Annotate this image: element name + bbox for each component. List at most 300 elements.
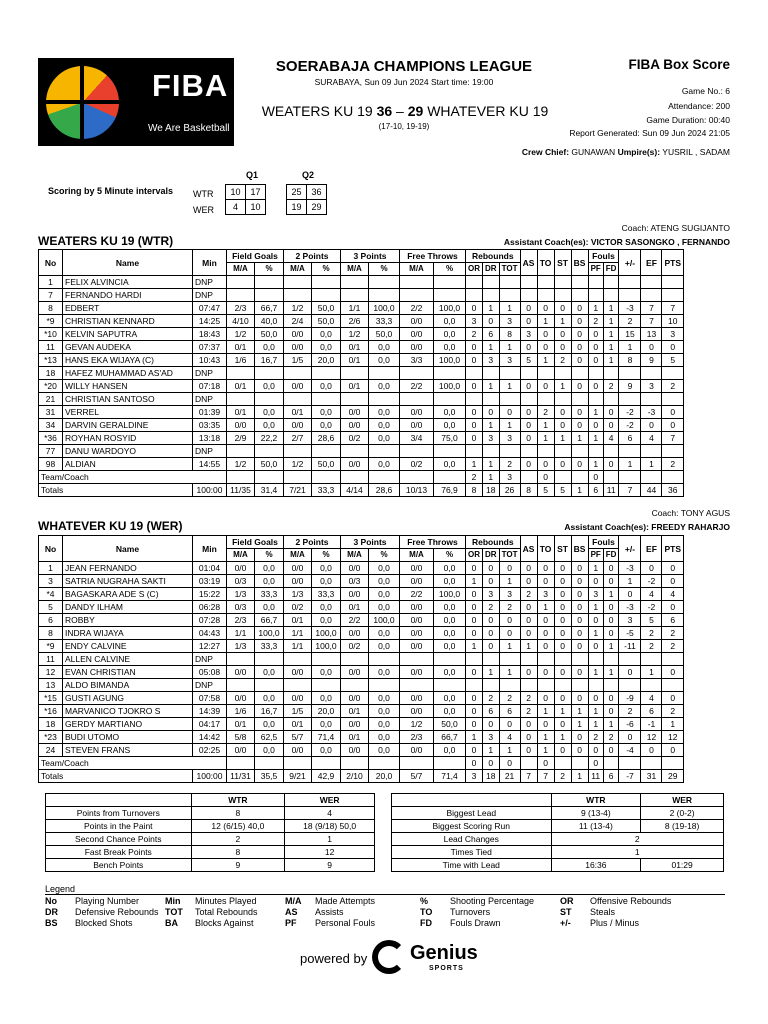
player-row bbox=[39, 744, 684, 757]
col-header: No bbox=[39, 536, 63, 562]
team1-boxscore bbox=[38, 249, 684, 497]
col-header: EF bbox=[641, 536, 662, 562]
empty-cell bbox=[434, 445, 466, 458]
stat-cell: 1/6 bbox=[227, 705, 255, 718]
stat-cell: 0 bbox=[571, 458, 588, 471]
summary-value: 12 bbox=[285, 846, 375, 859]
stat-cell: 0 bbox=[537, 640, 554, 653]
stat-cell: 4 bbox=[662, 588, 684, 601]
col-subheader: % bbox=[255, 263, 284, 276]
legend-desc: Fouls Drawn bbox=[450, 918, 501, 928]
player-row bbox=[39, 666, 684, 679]
total-cell: 1 bbox=[571, 484, 588, 497]
empty-cell bbox=[227, 367, 255, 380]
player-row bbox=[39, 575, 684, 588]
stat-cell: 0 bbox=[662, 562, 684, 575]
stat-cell: 0,0 bbox=[434, 406, 466, 419]
stat-cell: -4 bbox=[619, 744, 641, 757]
stat-cell: 100,0 bbox=[434, 380, 466, 393]
stat-cell: 0 bbox=[571, 614, 588, 627]
stat-cell: 3 bbox=[499, 354, 520, 367]
stat-cell: 0,0 bbox=[434, 419, 466, 432]
summary-value: 18 (9/18) 50,0 bbox=[285, 820, 375, 833]
player-name: GEVAN AUDEKA bbox=[63, 341, 193, 354]
stat-cell: 0 bbox=[537, 458, 554, 471]
away-score: 29 bbox=[407, 103, 424, 119]
stat-cell: 0 bbox=[662, 601, 684, 614]
legend-key: AS bbox=[285, 907, 298, 917]
col-header: Rebounds bbox=[466, 250, 521, 263]
empty-cell bbox=[641, 276, 662, 289]
empty-cell bbox=[662, 679, 684, 692]
stat-cell: 0,0 bbox=[369, 562, 400, 575]
empty-cell bbox=[641, 653, 662, 666]
stat-cell: 0 bbox=[603, 575, 619, 588]
stat-cell: 0,0 bbox=[312, 380, 341, 393]
empty-cell bbox=[255, 757, 284, 770]
player-row bbox=[39, 653, 684, 666]
empty-cell bbox=[312, 679, 341, 692]
legend-divider bbox=[45, 894, 725, 895]
stat-cell: 1 bbox=[554, 315, 571, 328]
stat-cell: 1 bbox=[483, 666, 500, 679]
stat-cell: 0 bbox=[537, 692, 554, 705]
stat-cell: 0 bbox=[603, 458, 619, 471]
stat-cell: 4 bbox=[641, 692, 662, 705]
empty-cell bbox=[400, 445, 434, 458]
stat-cell: 3/3 bbox=[400, 354, 434, 367]
col-header: Rebounds bbox=[466, 536, 521, 549]
stat-cell: 0 bbox=[537, 302, 554, 315]
empty-cell bbox=[434, 393, 466, 406]
empty-cell bbox=[483, 653, 500, 666]
empty-cell bbox=[537, 393, 554, 406]
stat-cell bbox=[520, 757, 537, 770]
empty-cell bbox=[466, 679, 483, 692]
stat-cell: 0,0 bbox=[434, 562, 466, 575]
stat-cell: 0 bbox=[554, 692, 571, 705]
stat-cell: 0 bbox=[588, 354, 603, 367]
stat-cell: 0/0 bbox=[284, 666, 312, 679]
empty-cell bbox=[571, 289, 588, 302]
stat-cell: 0 bbox=[571, 731, 588, 744]
fiba-wordmark: FIBA bbox=[152, 68, 229, 103]
stat-cell: 0/0 bbox=[341, 627, 369, 640]
player-name: BAGASKARA ADE S (C) bbox=[63, 588, 193, 601]
scoring-row bbox=[226, 200, 266, 215]
legend-desc: Minutes Played bbox=[195, 896, 257, 906]
stat-cell: 1 bbox=[588, 601, 603, 614]
score-cell: 19 bbox=[287, 200, 307, 215]
stat-cell: 75,0 bbox=[434, 432, 466, 445]
stat-cell: 0/0 bbox=[227, 419, 255, 432]
stat-cell: 0,0 bbox=[255, 406, 284, 419]
stat-cell: 8 bbox=[39, 627, 63, 640]
stat-cell: 1 bbox=[588, 302, 603, 315]
stat-cell: 3 bbox=[499, 315, 520, 328]
total-cell: 5 bbox=[537, 484, 554, 497]
col-subheader: FD bbox=[603, 549, 619, 562]
total-cell: 7 bbox=[619, 484, 641, 497]
total-cell: 26 bbox=[499, 484, 520, 497]
summary-value: 11 (13-4) bbox=[551, 820, 641, 833]
stat-cell: 28,6 bbox=[312, 432, 341, 445]
stat-cell: 0 bbox=[466, 562, 483, 575]
stat-cell: 2 bbox=[641, 627, 662, 640]
stat-cell: 0/0 bbox=[341, 666, 369, 679]
empty-cell bbox=[662, 289, 684, 302]
stat-cell: 0 bbox=[466, 406, 483, 419]
total-cell: 35,5 bbox=[255, 770, 284, 783]
player-row bbox=[39, 393, 684, 406]
empty-cell bbox=[312, 445, 341, 458]
stat-cell: -3 bbox=[619, 562, 641, 575]
stat-cell: 0 bbox=[554, 328, 571, 341]
player-row bbox=[39, 432, 684, 445]
scoring-grid-q2 bbox=[286, 184, 327, 215]
stat-cell: 100,0 bbox=[369, 614, 400, 627]
total-cell: 11/35 bbox=[227, 484, 255, 497]
player-row bbox=[39, 718, 684, 731]
legend-key: % bbox=[420, 896, 429, 906]
empty-cell bbox=[466, 445, 483, 458]
col-subheader: OR bbox=[466, 549, 483, 562]
stat-cell: 100,0 bbox=[434, 354, 466, 367]
col-subheader: M/A bbox=[227, 549, 255, 562]
venue-line: SURABAYA, Sun 09 Jun 2024 Start time: 19:00 bbox=[314, 77, 494, 87]
col-header: TO bbox=[537, 536, 554, 562]
stat-cell: 0,0 bbox=[369, 406, 400, 419]
player-name: ENDY CALVINE bbox=[63, 640, 193, 653]
col-subheader: M/A bbox=[400, 263, 434, 276]
stat-cell: 1 bbox=[641, 458, 662, 471]
stat-cell: 1 bbox=[554, 731, 571, 744]
team-coach-label: Team/Coach bbox=[39, 471, 227, 484]
stat-cell: 1 bbox=[588, 718, 603, 731]
col-header: WER bbox=[285, 794, 375, 807]
empty-cell bbox=[227, 289, 255, 302]
stat-cell: *36 bbox=[39, 432, 63, 445]
stat-cell: 2 bbox=[662, 380, 684, 393]
stat-cell: 2/7 bbox=[284, 432, 312, 445]
empty-cell bbox=[466, 276, 483, 289]
empty-cell bbox=[392, 794, 552, 807]
stat-cell: 1 bbox=[588, 627, 603, 640]
stat-cell: 0 bbox=[466, 614, 483, 627]
stat-cell: 0 bbox=[588, 614, 603, 627]
stat-cell: 05:08 bbox=[193, 666, 227, 679]
player-row bbox=[39, 601, 684, 614]
stat-cell: 13 bbox=[641, 328, 662, 341]
stat-cell: 0 bbox=[554, 302, 571, 315]
empty-cell bbox=[520, 276, 537, 289]
stat-cell: 1/1 bbox=[227, 627, 255, 640]
stat-cell: 1 bbox=[588, 406, 603, 419]
col-header: Field Goals bbox=[227, 250, 284, 263]
empty-cell bbox=[662, 276, 684, 289]
total-cell: 31,4 bbox=[255, 484, 284, 497]
col-subheader: % bbox=[369, 549, 400, 562]
stat-cell: 0,0 bbox=[255, 575, 284, 588]
stat-cell bbox=[554, 471, 571, 484]
stat-cell: 1 bbox=[39, 276, 63, 289]
empty-cell bbox=[619, 757, 641, 770]
total-cell: 11 bbox=[603, 484, 619, 497]
empty-cell bbox=[520, 367, 537, 380]
stat-cell: 1/6 bbox=[227, 354, 255, 367]
player-row bbox=[39, 679, 684, 692]
summary-label: Points from Turnovers bbox=[46, 807, 192, 820]
col-header: AS bbox=[520, 250, 537, 276]
stat-cell: 07:47 bbox=[193, 302, 227, 315]
stat-cell: 0 bbox=[499, 406, 520, 419]
col-header: Free Throws bbox=[400, 536, 466, 549]
stat-cell: 0 bbox=[466, 627, 483, 640]
stat-cell: 0 bbox=[571, 406, 588, 419]
empty-cell bbox=[369, 471, 400, 484]
stat-cell: 1 bbox=[571, 718, 588, 731]
stat-cell: 0,0 bbox=[434, 627, 466, 640]
stat-cell: 14:55 bbox=[193, 458, 227, 471]
empty-cell bbox=[369, 367, 400, 380]
empty-cell bbox=[434, 276, 466, 289]
stat-cell: 07:28 bbox=[193, 614, 227, 627]
empty-cell bbox=[603, 276, 619, 289]
player-row bbox=[39, 731, 684, 744]
player-row bbox=[39, 627, 684, 640]
stat-cell: 0 bbox=[571, 588, 588, 601]
stat-cell: 0,0 bbox=[312, 341, 341, 354]
empty-cell bbox=[554, 653, 571, 666]
total-cell: 7 bbox=[537, 770, 554, 783]
empty-cell bbox=[641, 679, 662, 692]
stat-cell: 0,0 bbox=[369, 744, 400, 757]
game-no: Game No.: 6 bbox=[681, 86, 730, 96]
summary-label: Lead Changes bbox=[392, 833, 552, 846]
stat-cell: 2 bbox=[588, 315, 603, 328]
stat-cell: 0 bbox=[537, 562, 554, 575]
stat-cell: 0 bbox=[554, 601, 571, 614]
stat-cell: 21 bbox=[39, 393, 63, 406]
summary-value: 12 (6/15) 40,0 bbox=[191, 820, 285, 833]
fiba-logo bbox=[38, 58, 234, 146]
stat-cell: 0 bbox=[603, 614, 619, 627]
empty-cell bbox=[227, 653, 255, 666]
stat-cell: 3 bbox=[499, 471, 520, 484]
player-row bbox=[39, 276, 684, 289]
stat-cell: 6 bbox=[483, 705, 500, 718]
total-cell: 29 bbox=[662, 770, 684, 783]
stat-cell: 0 bbox=[619, 731, 641, 744]
empty-cell bbox=[312, 276, 341, 289]
total-cell: 20,0 bbox=[369, 770, 400, 783]
empty-cell bbox=[312, 653, 341, 666]
stat-cell: 1 bbox=[466, 575, 483, 588]
stat-cell: *16 bbox=[39, 705, 63, 718]
empty-cell bbox=[520, 289, 537, 302]
empty-cell bbox=[312, 757, 341, 770]
quarter-scores: (17-10, 19-19) bbox=[378, 122, 430, 131]
stat-cell: 0,0 bbox=[369, 731, 400, 744]
stat-cell: 0,0 bbox=[369, 380, 400, 393]
stat-cell: 1 bbox=[483, 302, 500, 315]
stat-cell: 1 bbox=[499, 419, 520, 432]
empty-cell bbox=[619, 289, 641, 302]
crew-label: Crew Chief: bbox=[521, 147, 570, 157]
empty-cell bbox=[483, 276, 500, 289]
stat-cell: 1 bbox=[537, 705, 554, 718]
stat-cell: 0,0 bbox=[255, 718, 284, 731]
stat-cell: 0/0 bbox=[341, 562, 369, 575]
empty-cell bbox=[284, 367, 312, 380]
legend-key: FD bbox=[420, 918, 432, 928]
total-cell: 6 bbox=[588, 484, 603, 497]
stat-cell: 0 bbox=[588, 640, 603, 653]
stat-cell: 34 bbox=[39, 419, 63, 432]
stat-cell: 6 bbox=[641, 705, 662, 718]
total-cell: 10/13 bbox=[400, 484, 434, 497]
empty-cell bbox=[369, 679, 400, 692]
stat-cell: 0,0 bbox=[312, 718, 341, 731]
empty-cell bbox=[369, 393, 400, 406]
stat-cell: 0/0 bbox=[341, 588, 369, 601]
empty-cell bbox=[434, 289, 466, 302]
stat-cell: 100,0 bbox=[369, 302, 400, 315]
stat-cell: 0/1 bbox=[284, 614, 312, 627]
stat-cell: 0/0 bbox=[284, 744, 312, 757]
stat-cell bbox=[571, 757, 588, 770]
stat-cell: 0/2 bbox=[400, 458, 434, 471]
legend-key: BA bbox=[165, 918, 178, 928]
col-header: 2 Points bbox=[284, 250, 341, 263]
empty-cell bbox=[434, 679, 466, 692]
stat-cell: 66,7 bbox=[255, 302, 284, 315]
stat-cell: 0/3 bbox=[227, 575, 255, 588]
summary-row bbox=[392, 820, 724, 833]
stat-cell: 1 bbox=[554, 432, 571, 445]
empty-cell bbox=[554, 276, 571, 289]
stat-cell: 0/0 bbox=[400, 627, 434, 640]
stat-cell: *15 bbox=[39, 692, 63, 705]
stat-cell: 04:43 bbox=[193, 627, 227, 640]
player-name: DANDY ILHAM bbox=[63, 601, 193, 614]
empty-cell bbox=[520, 393, 537, 406]
stat-cell: 0 bbox=[571, 666, 588, 679]
stat-cell: 0/0 bbox=[400, 575, 434, 588]
empty-cell bbox=[603, 679, 619, 692]
stat-cell: 1 bbox=[603, 588, 619, 601]
stat-cell: 1 bbox=[537, 432, 554, 445]
empty-cell bbox=[571, 445, 588, 458]
stat-cell: 6 bbox=[662, 614, 684, 627]
stat-cell: 02:25 bbox=[193, 744, 227, 757]
stat-cell: 14:39 bbox=[193, 705, 227, 718]
stat-cell: 1/3 bbox=[227, 588, 255, 601]
stat-cell: 0 bbox=[588, 692, 603, 705]
empty-cell bbox=[227, 276, 255, 289]
totals-label: Totals bbox=[39, 484, 193, 497]
empty-cell bbox=[641, 445, 662, 458]
player-row bbox=[39, 341, 684, 354]
stat-cell: 0/2 bbox=[341, 640, 369, 653]
col-header: +/- bbox=[619, 536, 641, 562]
game-duration: Game Duration: 00:40 bbox=[646, 115, 730, 125]
scoring-grid-q1 bbox=[225, 184, 266, 215]
col-header: Name bbox=[63, 250, 193, 276]
stat-cell: 1 bbox=[466, 640, 483, 653]
legend-desc: Plus / Minus bbox=[590, 918, 640, 928]
stat-cell: 2 bbox=[619, 705, 641, 718]
legend-desc: Shooting Percentage bbox=[450, 896, 535, 906]
stat-cell: 0/0 bbox=[341, 744, 369, 757]
stat-cell: 0 bbox=[554, 575, 571, 588]
player-row bbox=[39, 692, 684, 705]
stat-cell: 1 bbox=[483, 419, 500, 432]
stat-cell: 0,0 bbox=[255, 666, 284, 679]
stat-cell: 0,0 bbox=[312, 328, 341, 341]
stat-cell: 0/0 bbox=[400, 562, 434, 575]
stat-cell: 0,0 bbox=[369, 601, 400, 614]
stat-cell: 5 bbox=[39, 601, 63, 614]
stat-cell: 0 bbox=[571, 627, 588, 640]
score-cell: 25 bbox=[287, 185, 307, 200]
col-header: WTR bbox=[191, 794, 285, 807]
empty-cell bbox=[603, 393, 619, 406]
empty-cell bbox=[227, 679, 255, 692]
stat-cell: 0,0 bbox=[312, 419, 341, 432]
empty-cell bbox=[554, 367, 571, 380]
empty-cell bbox=[619, 393, 641, 406]
stat-cell: 0 bbox=[603, 692, 619, 705]
player-row bbox=[39, 315, 684, 328]
stat-cell: 0 bbox=[520, 302, 537, 315]
col-header: Min bbox=[193, 536, 227, 562]
player-row bbox=[39, 289, 684, 302]
stat-cell: 0 bbox=[571, 354, 588, 367]
stat-cell: 0 bbox=[571, 640, 588, 653]
stat-cell: 3 bbox=[537, 588, 554, 601]
col-subheader: % bbox=[434, 549, 466, 562]
stat-cell: 1 bbox=[641, 666, 662, 679]
player-name: BUDI UTOMO bbox=[63, 731, 193, 744]
stat-cell: 03:35 bbox=[193, 419, 227, 432]
stat-cell: *4 bbox=[39, 588, 63, 601]
stat-cell: 6 bbox=[499, 705, 520, 718]
stat-cell: 1 bbox=[588, 666, 603, 679]
stat-cell: 3 bbox=[588, 588, 603, 601]
stat-cell: 0 bbox=[588, 341, 603, 354]
stat-cell: 0 bbox=[603, 705, 619, 718]
summary-value: 2 (0-2) bbox=[641, 807, 724, 820]
stat-cell: 2 bbox=[662, 627, 684, 640]
stat-cell: 0 bbox=[588, 744, 603, 757]
stat-cell: 0/1 bbox=[227, 718, 255, 731]
legend-title: Legend bbox=[45, 884, 76, 894]
stat-cell: 0/0 bbox=[400, 419, 434, 432]
stat-cell: 8 bbox=[39, 302, 63, 315]
stat-cell: -2 bbox=[619, 406, 641, 419]
team2-assistant: Assistant Coach(es): FREEDY RAHARJO bbox=[564, 522, 730, 532]
empty-cell bbox=[537, 289, 554, 302]
stat-cell: 1/2 bbox=[341, 328, 369, 341]
col-header: WTR bbox=[551, 794, 641, 807]
stat-cell: 0 bbox=[571, 562, 588, 575]
stat-cell: 0 bbox=[571, 575, 588, 588]
stat-cell: 1 bbox=[537, 731, 554, 744]
total-cell: 21 bbox=[499, 770, 520, 783]
stat-cell: 1 bbox=[603, 341, 619, 354]
empty-cell bbox=[227, 757, 255, 770]
